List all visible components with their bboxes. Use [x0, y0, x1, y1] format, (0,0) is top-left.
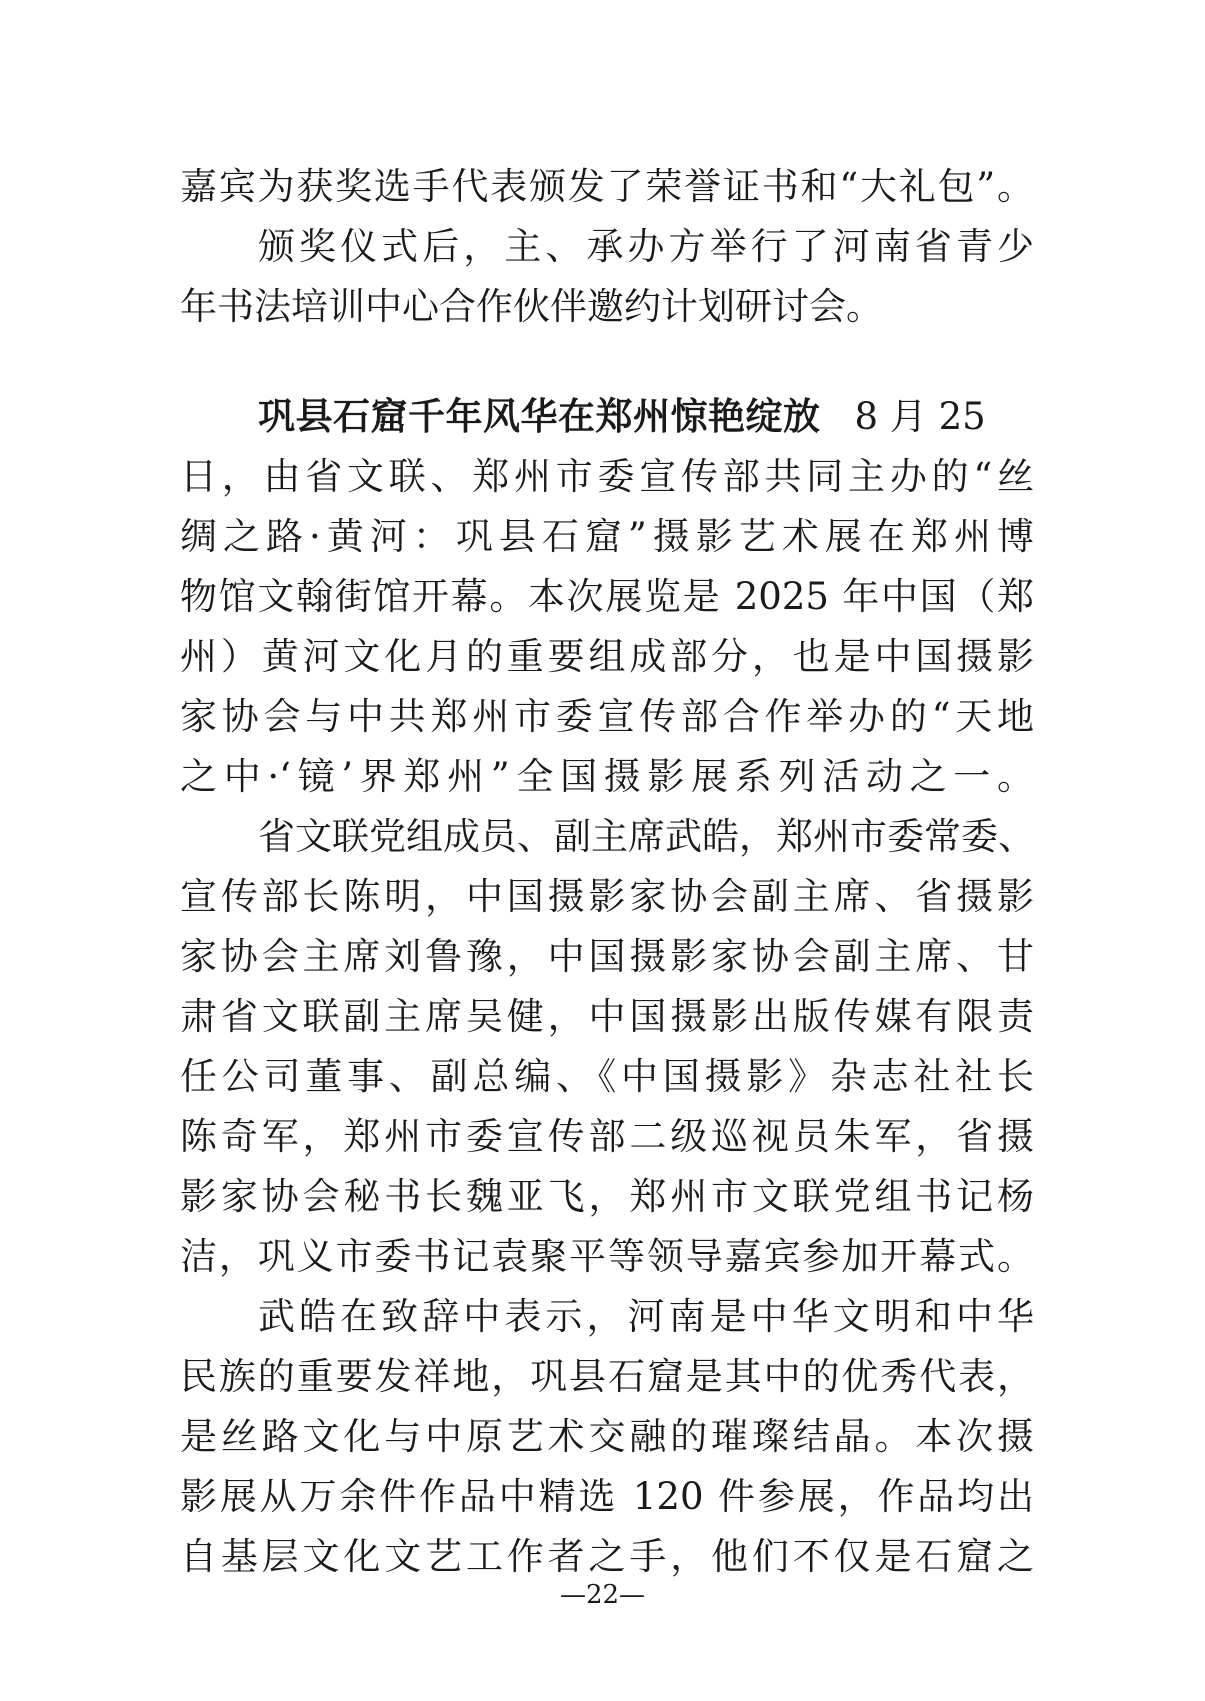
news-heading: 巩县石窟千年风华在郑州惊艳绽放	[258, 395, 821, 438]
paragraph-line: 年书法培训中心合作伙伴邀约计划研讨会。	[180, 285, 883, 328]
paragraph-line: 武皓在致辞中表示，河南是中华文明和中华	[258, 1295, 1034, 1338]
paragraph-line: 家协会主席刘鲁豫，中国摄影家协会副主席、甘	[180, 935, 1034, 978]
paragraph-line: 影家协会秘书长魏亚飞，郑州市文联党组书记杨	[180, 1175, 1034, 1218]
paragraph-line: 陈奇军，郑州市委宣传部二级巡视员朱军，省摄	[180, 1115, 1034, 1158]
paragraph-line: 洁，巩义市委书记袁聚平等领导嘉宾参加开幕式。	[180, 1235, 1034, 1278]
paragraph-line: 州）黄河文化月的重要组成部分，也是中国摄影	[180, 635, 1034, 678]
paragraph-line: 肃省文联副主席吴健，中国摄影出版传媒有限责	[180, 995, 1034, 1038]
paragraph-line: 自基层文化文艺工作者之手，他们不仅是石窟之	[180, 1535, 1034, 1578]
paragraph-line: 绸之路·黄河：巩县石窟”摄影艺术展在郑州博	[180, 515, 1034, 558]
paragraph-line: 嘉宾为获奖选手代表颁发了荣誉证书和“大礼包”。	[180, 165, 1034, 208]
paragraph-line: 省文联党组成员、副主席武皓，郑州市委常委、	[258, 815, 1035, 858]
page-number: —22—	[559, 1580, 646, 1610]
paragraph-line: 宣传部长陈明，中国摄影家协会副主席、省摄影	[180, 875, 1034, 918]
news-date: 8 月 25	[854, 395, 986, 438]
paragraph-line: 家协会与中共郑州市委宣传部合作举办的“天地	[180, 695, 1034, 738]
paragraph-line: 之中·‘镜’界郑州”全国摄影展系列活动之一。	[180, 755, 1034, 798]
paragraph-line: 影展从万余件作品中精选 120 件参展，作品均出	[180, 1475, 1034, 1518]
paragraph-line: 颁奖仪式后，主、承办方举行了河南省青少	[258, 225, 1034, 268]
paragraph-line: 是丝路文化与中原艺术交融的璀璨结晶。本次摄	[180, 1415, 1034, 1458]
paragraph-line: 民族的重要发祥地，巩县石窟是其中的优秀代表，	[180, 1355, 1034, 1398]
paragraph-line: 日，由省文联、郑州市委宣传部共同主办的“丝	[180, 455, 1034, 498]
paragraph-line: 任公司董事、副总编、《中国摄影》杂志社社长	[180, 1055, 1034, 1098]
paragraph-line: 物馆文翰街馆开幕。本次展览是 2025 年中国（郑	[180, 575, 1034, 618]
news-heading-line	[258, 393, 1034, 441]
